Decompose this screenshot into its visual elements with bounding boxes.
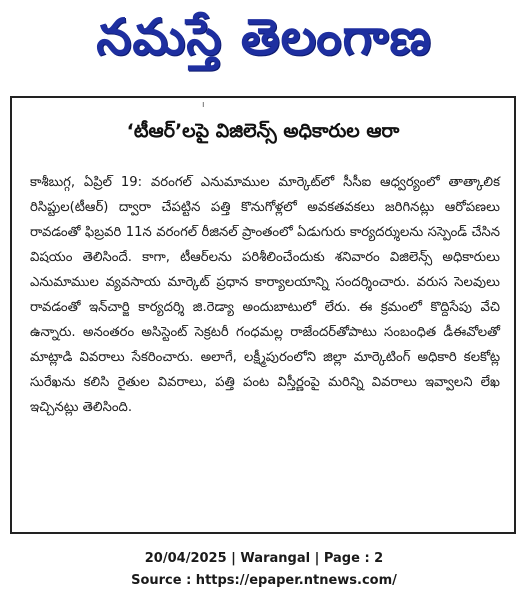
masthead [0, 0, 528, 86]
footer-date-edition: 20/04/2025 | Warangal | Page : 2 [144, 551, 384, 566]
article-body: కాశీబుగ్గ, ఏప్రిల్ 19: వరంగల్ ఎనుమాముల మార్కెట్‌లో సీసీఐ ఆధ్వర్యంలో తాత్కాలిక రిసిప్టుల(టీఆర్) ద్వారా చేపట్టిన పత్తి కొనుగోళ్లలో అవకతవకలు జరిగినట్లు ఆరోపణలు రావడంతో ఫిబ్రవరి 11న వరంగల్ రీజినల్ ప్రాంతంలో ఏడుగురు కార్యదర్శులను సస్పెండ్ చేసిన విషయం తెలిసిందే. కాగా, టీఆర్‌లను పరిశీలించేందుకు శనివారం విజిలెన్స్ అధికారులు ఎనుమాముల వ్యవసాయ మార్కెట్ ప్రధాన కార్యాలయాన్ని సందర్శించారు. వరుస సెలవులు రావడంతో ఇన్‌చార్జి కార్యదర్శి జి.రెడ్యా అందుబాటులో లేరు. ఈ క్రమంలో కొద్దిసేపు వేచి ఉన్నారు. అనంతరం అసిస్టెంట్ సెక్రటరీ గంధమల్ల రాజేందర్‌తోపాటు సంబంధిత డీఈవోలతో మాట్లాడి వివరాలు సేకరించారు. అలాగే, లక్ష్మీపురంలోని జిల్లా మార్కెటింగ్ అధికారి కలకోట్ల సురేఖను కలిసి రైతుల వివరాలు, పత్తి పంట విస్తీర్ణంపై మరిన్ని వివరాలు ఇవ్వాలని లేఖ ఇచ్చినట్లు తెలిసింది. [30, 175, 500, 415]
footer-source: Source : https://epaper.ntnews.com/ [131, 573, 397, 588]
article-headline: ‘టీఆర్’లపై విజిలెన్స్ అధికారుల ఆరా [126, 120, 400, 142]
footer [0, 548, 528, 592]
newspaper-logo: నమస్తే తెలంగాణ [96, 7, 432, 66]
clipping-fragment: ı [202, 100, 205, 110]
news-clipping [10, 96, 516, 534]
